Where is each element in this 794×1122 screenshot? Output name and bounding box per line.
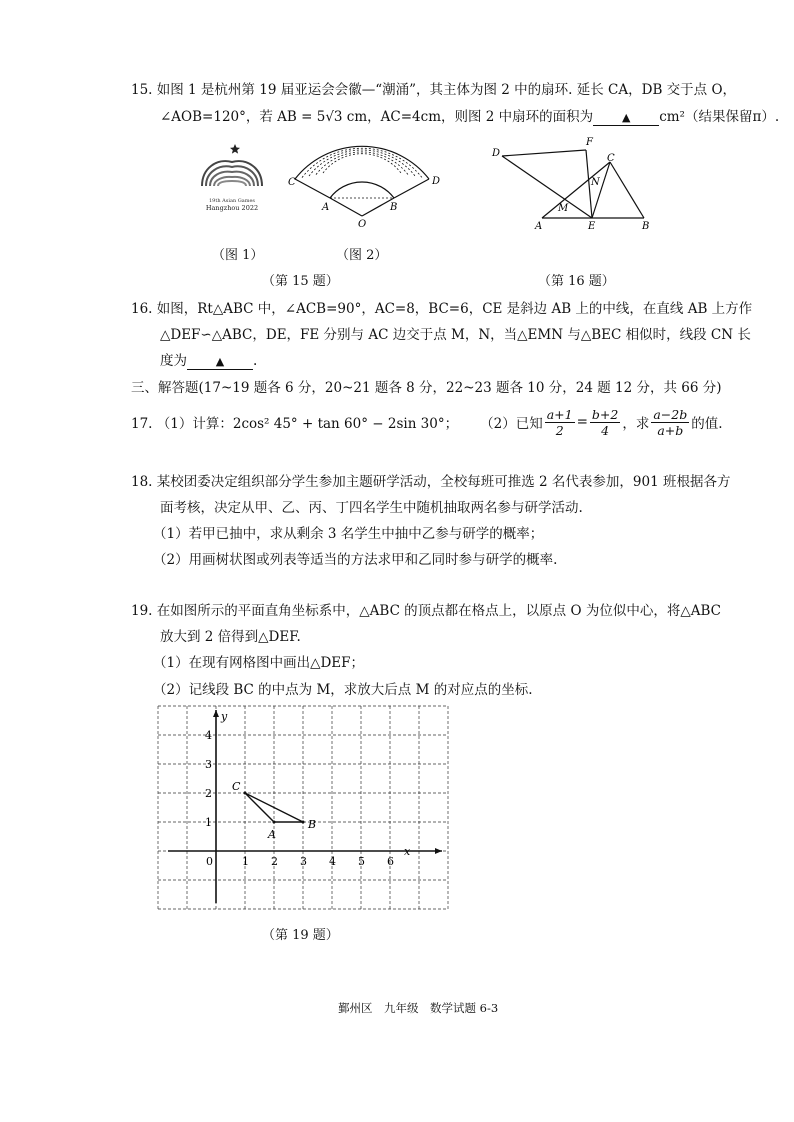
y-tick-label: 1	[205, 816, 212, 829]
q17-fraction-2: $\frac{b+2}{4}$	[591, 406, 619, 438]
q16-line1: 16. 如图，Rt△ABC 中，∠ACB=90°，AC=8，BC=6，CE 是斜边 AB 上的中线，在直线 AB 上方作	[131, 301, 753, 317]
point-label-a: A	[268, 828, 276, 841]
q15-caption: （第 15 题）	[262, 274, 339, 289]
fig16-label-m: M	[558, 203, 569, 214]
x-tick-label: 6	[387, 855, 394, 868]
q18-line2: 面考核，决定从甲、乙、丙、丁四名学生中随机抽取两名参与研学活动.	[160, 500, 583, 516]
q17-part1: 17. （1）计算：2cos² 45° + tan 60° − 2sin 30°；	[131, 416, 459, 432]
q18-sub1: （1）若甲已抽中，求从剩余 3 名学生中抽中乙参与研学的概率；	[153, 526, 544, 542]
x-tick-label: 1	[242, 855, 249, 868]
fig2-annular-sector	[282, 130, 442, 230]
triangle-abc	[232, 780, 316, 841]
q17-part2-prefix: （2）已知	[480, 416, 543, 432]
q15-text-a: ∠AOB=120°，若 AB = 5√3 cm，AC=4cm，则图 2 中扇环的面积为	[160, 109, 594, 125]
section-3-heading: 三、解答题(17~19 题各 6 分，20~21 题各 8 分，22~23 题各 10 分，24 题 12 分，共 66 分)	[131, 380, 722, 396]
fig16-label-d: D	[492, 148, 501, 159]
asian-games-logo	[192, 140, 272, 220]
q17-part2-mid: ，求	[622, 416, 650, 432]
q19-line2: 放大到 2 倍得到△DEF.	[160, 629, 301, 645]
q16-text-a: 度为	[160, 353, 187, 369]
q17	[131, 405, 723, 439]
logo-star-icon	[230, 144, 240, 154]
q15-fig2-caption: （图 2）	[336, 248, 388, 263]
q15-line1: 15. 如图 1 是杭州第 19 届亚运会会徽—“潮涌”，其主体为图 2 中的扇环. 延长 CA，DB 交于点 O，	[131, 82, 737, 98]
point-label-c: C	[232, 780, 241, 793]
point-b	[302, 821, 305, 824]
q16-line2: △DEF∽△ABC，DE，FE 分别与 AC 边交于点 M，N，当△EMN 与△BEC 相似时，线段 CN 长	[160, 327, 751, 343]
x-axis-label: x	[404, 845, 411, 858]
fig16-label-a: A	[535, 221, 543, 232]
fig2-label-b: B	[390, 202, 398, 213]
x-tick-label: 3	[300, 855, 307, 868]
point-c	[244, 792, 247, 795]
fig16-label-c: C	[607, 153, 615, 164]
q19-line1: 19. 在如图所示的平面直角坐标系中，△ABC 的顶点都在格点上，以原点 O 为位似中心，将△ABC	[131, 603, 721, 619]
q15-text-b: cm²（结果保留π）.	[659, 109, 780, 125]
fig16-label-f: F	[586, 137, 593, 148]
q18-line1: 18. 某校团委决定组织部分学生参加主题研学活动，全校每班可推选 2 名代表参加，901 班根据各方	[131, 474, 731, 490]
fig16-triangles	[484, 134, 664, 234]
y-axis-arrow	[213, 710, 219, 717]
q17-part2-suffix: 的值.	[691, 416, 723, 432]
logo-text-2: Hangzhou 2022	[205, 204, 259, 212]
x-tick-label: 2	[271, 855, 278, 868]
q17-equals: =	[576, 414, 588, 430]
q17-fraction-3: $\frac{a-2b}{a+b}$	[653, 406, 688, 438]
fig2-label-c: C	[288, 177, 296, 188]
q15-fig1-caption: （图 1）	[212, 248, 264, 263]
fig2-label-a: A	[322, 202, 330, 213]
q19-sub2: （2）记线段 BC 的中点为 M，求放大后点 M 的对应点的坐标.	[153, 682, 533, 698]
y-axis-label: y	[221, 710, 228, 723]
fig16-label-e: E	[588, 221, 596, 232]
fig16-label-b: B	[642, 221, 650, 232]
q16-answer-blank: ▲	[187, 355, 253, 370]
q15-answer-blank: ▲	[593, 111, 659, 126]
x-tick-label: 4	[329, 855, 336, 868]
x-tick-label: 5	[358, 855, 365, 868]
fig16-label-n: N	[591, 177, 600, 188]
q19-sub1: （1）在现有网格图中画出△DEF；	[153, 655, 365, 671]
q19-coordinate-grid	[150, 700, 450, 920]
q16-text-b: .	[253, 353, 258, 369]
point-a	[273, 821, 276, 824]
q15-line2	[160, 105, 779, 126]
x-tick-label: 0	[206, 855, 213, 868]
x-axis-arrow	[435, 848, 442, 854]
q16-caption: （第 16 题）	[538, 274, 615, 289]
q19-caption: （第 19 题）	[262, 928, 339, 943]
page-footer: 鄞州区 九年级 数学试题 6-3	[338, 1001, 499, 1015]
y-tick-label: 2	[205, 787, 212, 800]
point-label-b: B	[308, 818, 317, 831]
grid-lines	[158, 706, 448, 909]
q16-line3	[160, 349, 257, 370]
fig2-label-o: O	[358, 219, 367, 230]
q18-sub2: （2）用画树状图或列表等适当的方法求甲和乙同时参与研学的概率.	[153, 552, 558, 568]
tick-labels	[205, 729, 394, 868]
y-tick-label: 4	[205, 729, 212, 742]
fig2-label-d: D	[432, 176, 441, 187]
q17-fraction-1: $\frac{a+1}{2}$	[546, 406, 573, 438]
y-tick-label: 3	[205, 758, 212, 771]
logo-text-1: 19th Asian Games	[209, 198, 255, 204]
